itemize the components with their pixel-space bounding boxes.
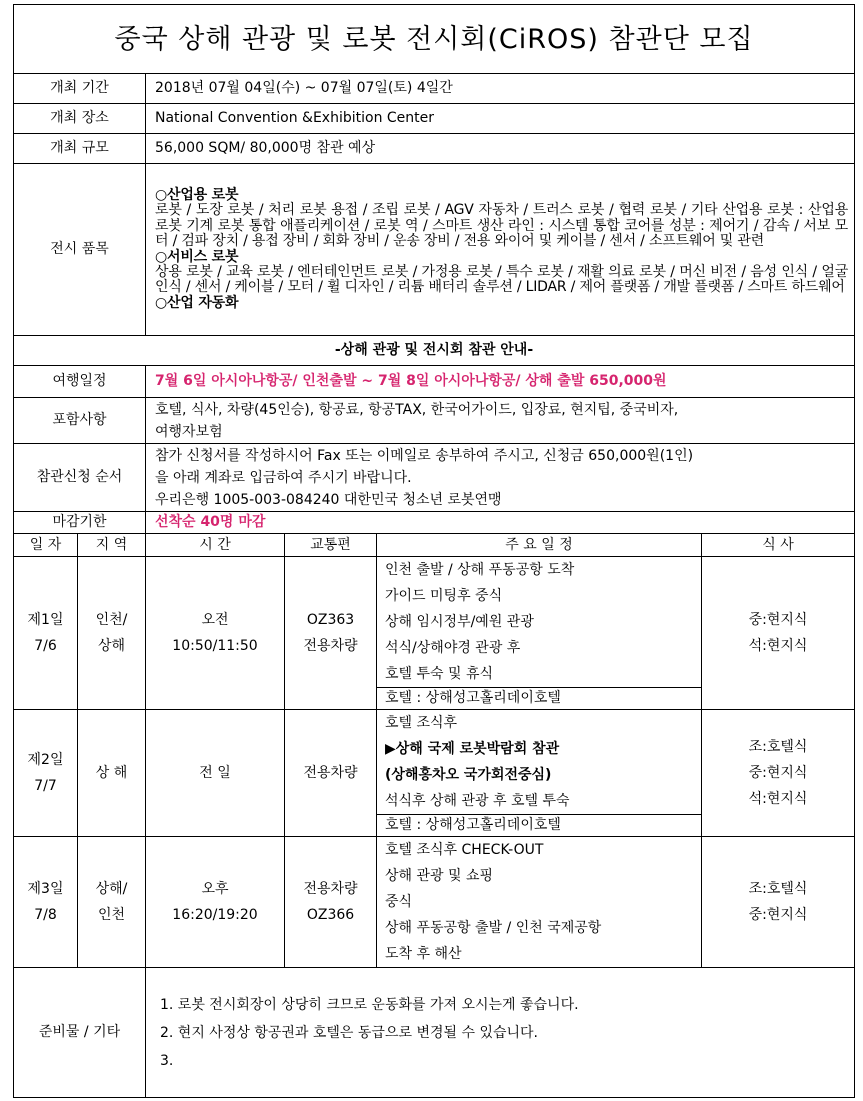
itinerary-item: 호텔 조식후 (385, 715, 458, 731)
apply-line: 참가 신청서를 작성하시어 Fax 또는 이메일로 송부하여 주시고, 신청금 650,000원(1인) (155, 447, 694, 464)
transport-cell: OZ363 전용차량 (285, 557, 377, 710)
automation-heading: ○산업 자동화 (155, 294, 239, 311)
meals-cell: 중:현지식 석:현지식 (702, 557, 855, 710)
apply-value (146, 444, 855, 512)
note-item: 2. 현지 사정상 항공권과 호텔은 동급으로 변경될 수 있습니다. (160, 1024, 538, 1041)
industrial-text: 로봇 / 도장 로봇 / 처리 로봇 용접 / 조립 로봇 / AGV 자동차 / 트러스 로봇 / 협력 로봇 / 기타 산업용 로봇 : 산업용 로봇 기계 로봇 통합 애플리케이션 / 로봇 역 / 스마트 생산 라인 : 시스템 통합 코어를 성분 : 제어기 / 감속 / 서보 모터 / 검파 장치 / 용접 장비 / 회화 장비 / 운송 장비 / 전용 와이어 및 케이블 / 센서 / 소프트웨어 및 관련 (155, 202, 849, 250)
notes-content (146, 968, 855, 1098)
scale-label: 개최 규모 (14, 134, 146, 164)
day-cell: 제2일 7/7 (14, 710, 78, 837)
included-value (146, 398, 855, 444)
travel-value: 7월 6일 아시아나항공/ 인천출발 ~ 7월 8일 아시아나항공/ 상해 출발 650,000원 (146, 366, 855, 398)
itinerary-item: ▶상해 국제 로봇박람회 참관 (385, 741, 560, 757)
day-cell: 제3일 7/8 (14, 837, 78, 968)
period-value: 2018년 07월 04일(수) ~ 07월 07일(토) 4일간 (146, 74, 855, 104)
included-line: 호텔, 식사, 차량(45인승), 항공료, 항공TAX, 한국어가이드, 입장료, 현지팁, 중국비자, (155, 401, 679, 418)
itinerary-item: 인천 출발 / 상해 푸동공항 도착 (385, 562, 575, 578)
itinerary-item: 상해 임시정부/예원 관광 (385, 614, 534, 630)
page-title: 중국 상해 관광 및 로봇 전시회(CiROS) 참관단 모집 (14, 5, 855, 74)
main-table (13, 4, 855, 1098)
col-header-day: 일 자 (14, 534, 78, 557)
industrial-heading: ○산업용 로봇 (155, 186, 239, 203)
exhibits-label: 전시 품목 (14, 164, 146, 336)
col-header-region: 지 역 (78, 534, 146, 557)
col-header-itinerary: 주 요 일 정 (377, 534, 702, 557)
included-label: 포함사항 (14, 398, 146, 444)
itinerary-cell (377, 557, 702, 710)
exhibits-content (146, 164, 855, 336)
meals-cell: 조:호텔식 중:현지식 (702, 837, 855, 968)
region-cell: 상해/ 인천 (78, 837, 146, 968)
venue-value: National Convention &Exhibition Center (146, 104, 855, 134)
itinerary-item: 중식 (385, 894, 413, 910)
region-cell: 인천/ 상해 (78, 557, 146, 710)
recruitment-document (13, 4, 854, 1098)
deadline-label: 마감기한 (14, 512, 146, 534)
itinerary-item: (상해홍차오 국가회전중심) (385, 767, 552, 783)
itinerary-item: 상해 푸동공항 출발 / 인천 국제공항 (385, 920, 602, 936)
venue-label: 개최 장소 (14, 104, 146, 134)
time-cell: 전 일 (146, 710, 285, 837)
itinerary-item: 상해 관광 및 쇼핑 (385, 868, 494, 884)
col-header-transport: 교통편 (285, 534, 377, 557)
itinerary-item: 가이드 미팅후 중식 (385, 588, 503, 604)
day-cell: 제1일 7/6 (14, 557, 78, 710)
service-text: 상용 로봇 / 교육 로봇 / 엔터테인먼트 로봇 / 가정용 로봇 / 특수 로봇 / 재활 의료 로봇 / 머신 비전 / 음성 인식 / 얼굴 인식 / 센서 / 케이블 / 모터 / 휠 디자인 / 리튬 배터리 솔루션 / LIDAR / 제어 플랫폼 / 개발 플랫폼 / 스마트 하드웨어 (155, 263, 849, 296)
note-item: 1. 로봇 전시회장이 상당히 크므로 운동화를 가져 오시는게 좋습니다. (160, 996, 579, 1013)
section-title: -상해 관광 및 전시회 참관 안내- (14, 336, 855, 366)
notes-label: 준비물 / 기타 (14, 968, 146, 1098)
time-cell: 오후 16:20/19:20 (146, 837, 285, 968)
period-label: 개최 기간 (14, 74, 146, 104)
service-heading: ○서비스 로봇 (155, 248, 239, 265)
itinerary-cell (377, 837, 702, 968)
itinerary-item: 호텔 조식후 CHECK-OUT (385, 842, 544, 858)
scale-value: 56,000 SQM/ 80,000명 참관 예상 (146, 134, 855, 164)
schedule-row (14, 557, 855, 710)
schedule-row (14, 837, 855, 968)
transport-cell: 전용차량 (285, 710, 377, 837)
apply-line: 을 아래 계좌로 입금하여 주시기 바랍니다. (155, 469, 412, 486)
col-header-meals: 식 사 (702, 534, 855, 557)
schedule-row (14, 710, 855, 837)
itinerary-cell (377, 710, 702, 837)
included-line: 여행자보험 (155, 423, 223, 440)
itinerary-item: 석식후 상해 관광 후 호텔 투숙 (385, 793, 570, 809)
deadline-value: 선착순 40명 마감 (146, 512, 855, 534)
transport-cell: 전용차량 OZ366 (285, 837, 377, 968)
hotel-info: 호텔 : 상해성고홀리데이호텔 (377, 687, 701, 709)
itinerary-item: 도착 후 해산 (385, 946, 462, 962)
bank-account: 우리은행 1005-003-084240 대한민국 청소년 로봇연맹 (155, 491, 502, 508)
col-header-time: 시 간 (146, 534, 285, 557)
itinerary-item: 석식/상해야경 관광 후 (385, 640, 521, 656)
meals-cell: 조:호텔식 중:현지식 석:현지식 (702, 710, 855, 837)
note-item: 3. (160, 1052, 174, 1069)
region-cell: 상 해 (78, 710, 146, 837)
itinerary-item: 호텔 투숙 및 휴식 (385, 666, 494, 682)
hotel-info: 호텔 : 상해성고홀리데이호텔 (377, 814, 701, 836)
travel-label: 여행일정 (14, 366, 146, 398)
time-cell: 오전 10:50/11:50 (146, 557, 285, 710)
apply-label: 참관신청 순서 (14, 444, 146, 512)
